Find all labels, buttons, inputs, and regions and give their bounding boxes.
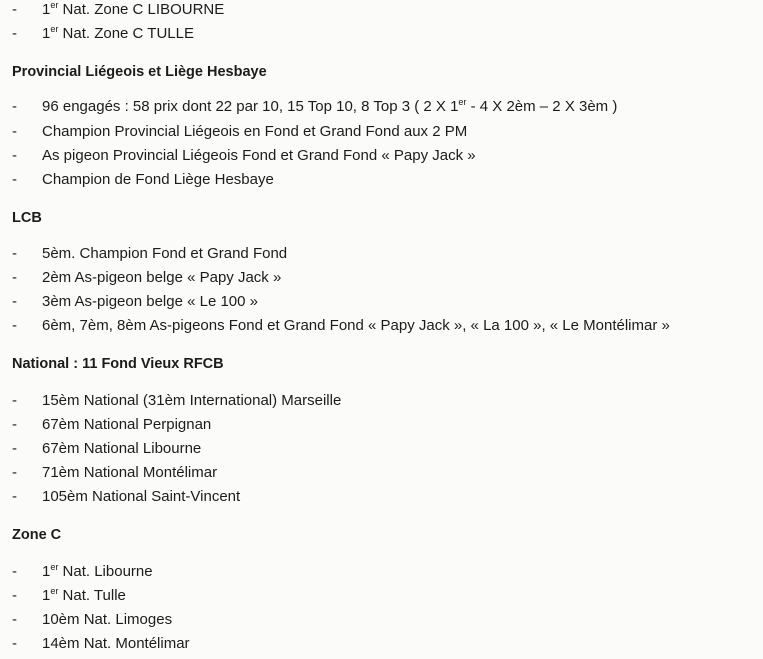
bullet-dash: -	[12, 440, 17, 457]
bullet-dash: -	[12, 635, 17, 652]
bullet-dash: -	[12, 245, 17, 262]
list-item-text: Champion de Fond Liège Hesbaye	[42, 171, 274, 188]
bullet-dash: -	[12, 416, 17, 433]
bullet-dash: -	[12, 464, 17, 481]
list-item-text: As pigeon Provincial Liégeois Fond et Grand Fond « Papy Jack »	[42, 147, 476, 164]
list-item-text: 10èm Nat. Limoges	[42, 611, 173, 628]
bullet-dash: -	[12, 147, 17, 164]
list-item-text: 1er Nat. Libourne	[42, 562, 153, 580]
list-item-text: 1er Nat. Zone C LIBOURNE	[42, 0, 225, 18]
list-item-text: 96 engagés : 58 prix dont 22 par 10, 15 Top 10, 8 Top 3 ( 2 X 1er - 4 X 2èm – 2 X 3èm )	[42, 97, 618, 115]
bullet-dash: -	[12, 171, 17, 188]
section-heading: National : 11 Fond Vieux RFCB	[12, 356, 224, 372]
list-item-text: 15èm National (31èm International) Marseille	[42, 392, 342, 409]
list-item-text: 105èm National Saint-Vincent	[42, 488, 241, 505]
bullet-dash: -	[12, 488, 17, 505]
bullet-dash: -	[12, 392, 17, 409]
list-item-text: Champion Provincial Liégeois en Fond et Grand Fond aux 2 PM	[42, 123, 468, 140]
list-item-text: 67èm National Libourne	[42, 440, 202, 457]
list-item-text: 14èm Nat. Montélimar	[42, 635, 190, 652]
bullet-dash: -	[12, 563, 17, 580]
bullet-dash: -	[12, 293, 17, 310]
bullet-dash: -	[12, 123, 17, 140]
list-item-text: 67èm National Perpignan	[42, 416, 212, 433]
list-item-text: 3èm As-pigeon belge « Le 100 »	[42, 293, 258, 310]
bullet-dash: -	[12, 269, 17, 286]
bullet-dash: -	[12, 1, 17, 18]
section-heading: LCB	[12, 210, 42, 226]
bullet-dash: -	[12, 611, 17, 628]
list-item-text: 71èm National Montélimar	[42, 464, 218, 481]
bullet-dash: -	[12, 587, 17, 604]
bullet-dash: -	[12, 25, 17, 42]
list-item-text: 6èm, 7èm, 8èm As-pigeons Fond et Grand Fond « Papy Jack », « La 100 », « Le Montélimar »	[42, 317, 670, 334]
section-heading: Provincial Liégeois et Liège Hesbaye	[12, 64, 267, 80]
list-item-text: 1er Nat. Tulle	[42, 586, 126, 604]
bullet-dash: -	[12, 98, 17, 115]
bullet-dash: -	[12, 317, 17, 334]
list-item-text: 5èm. Champion Fond et Grand Fond	[42, 245, 288, 262]
section-heading: Zone C	[12, 527, 62, 543]
list-item-text: 2èm As-pigeon belge « Papy Jack »	[42, 269, 282, 286]
list-item-text: 1er Nat. Zone C TULLE	[42, 24, 194, 42]
